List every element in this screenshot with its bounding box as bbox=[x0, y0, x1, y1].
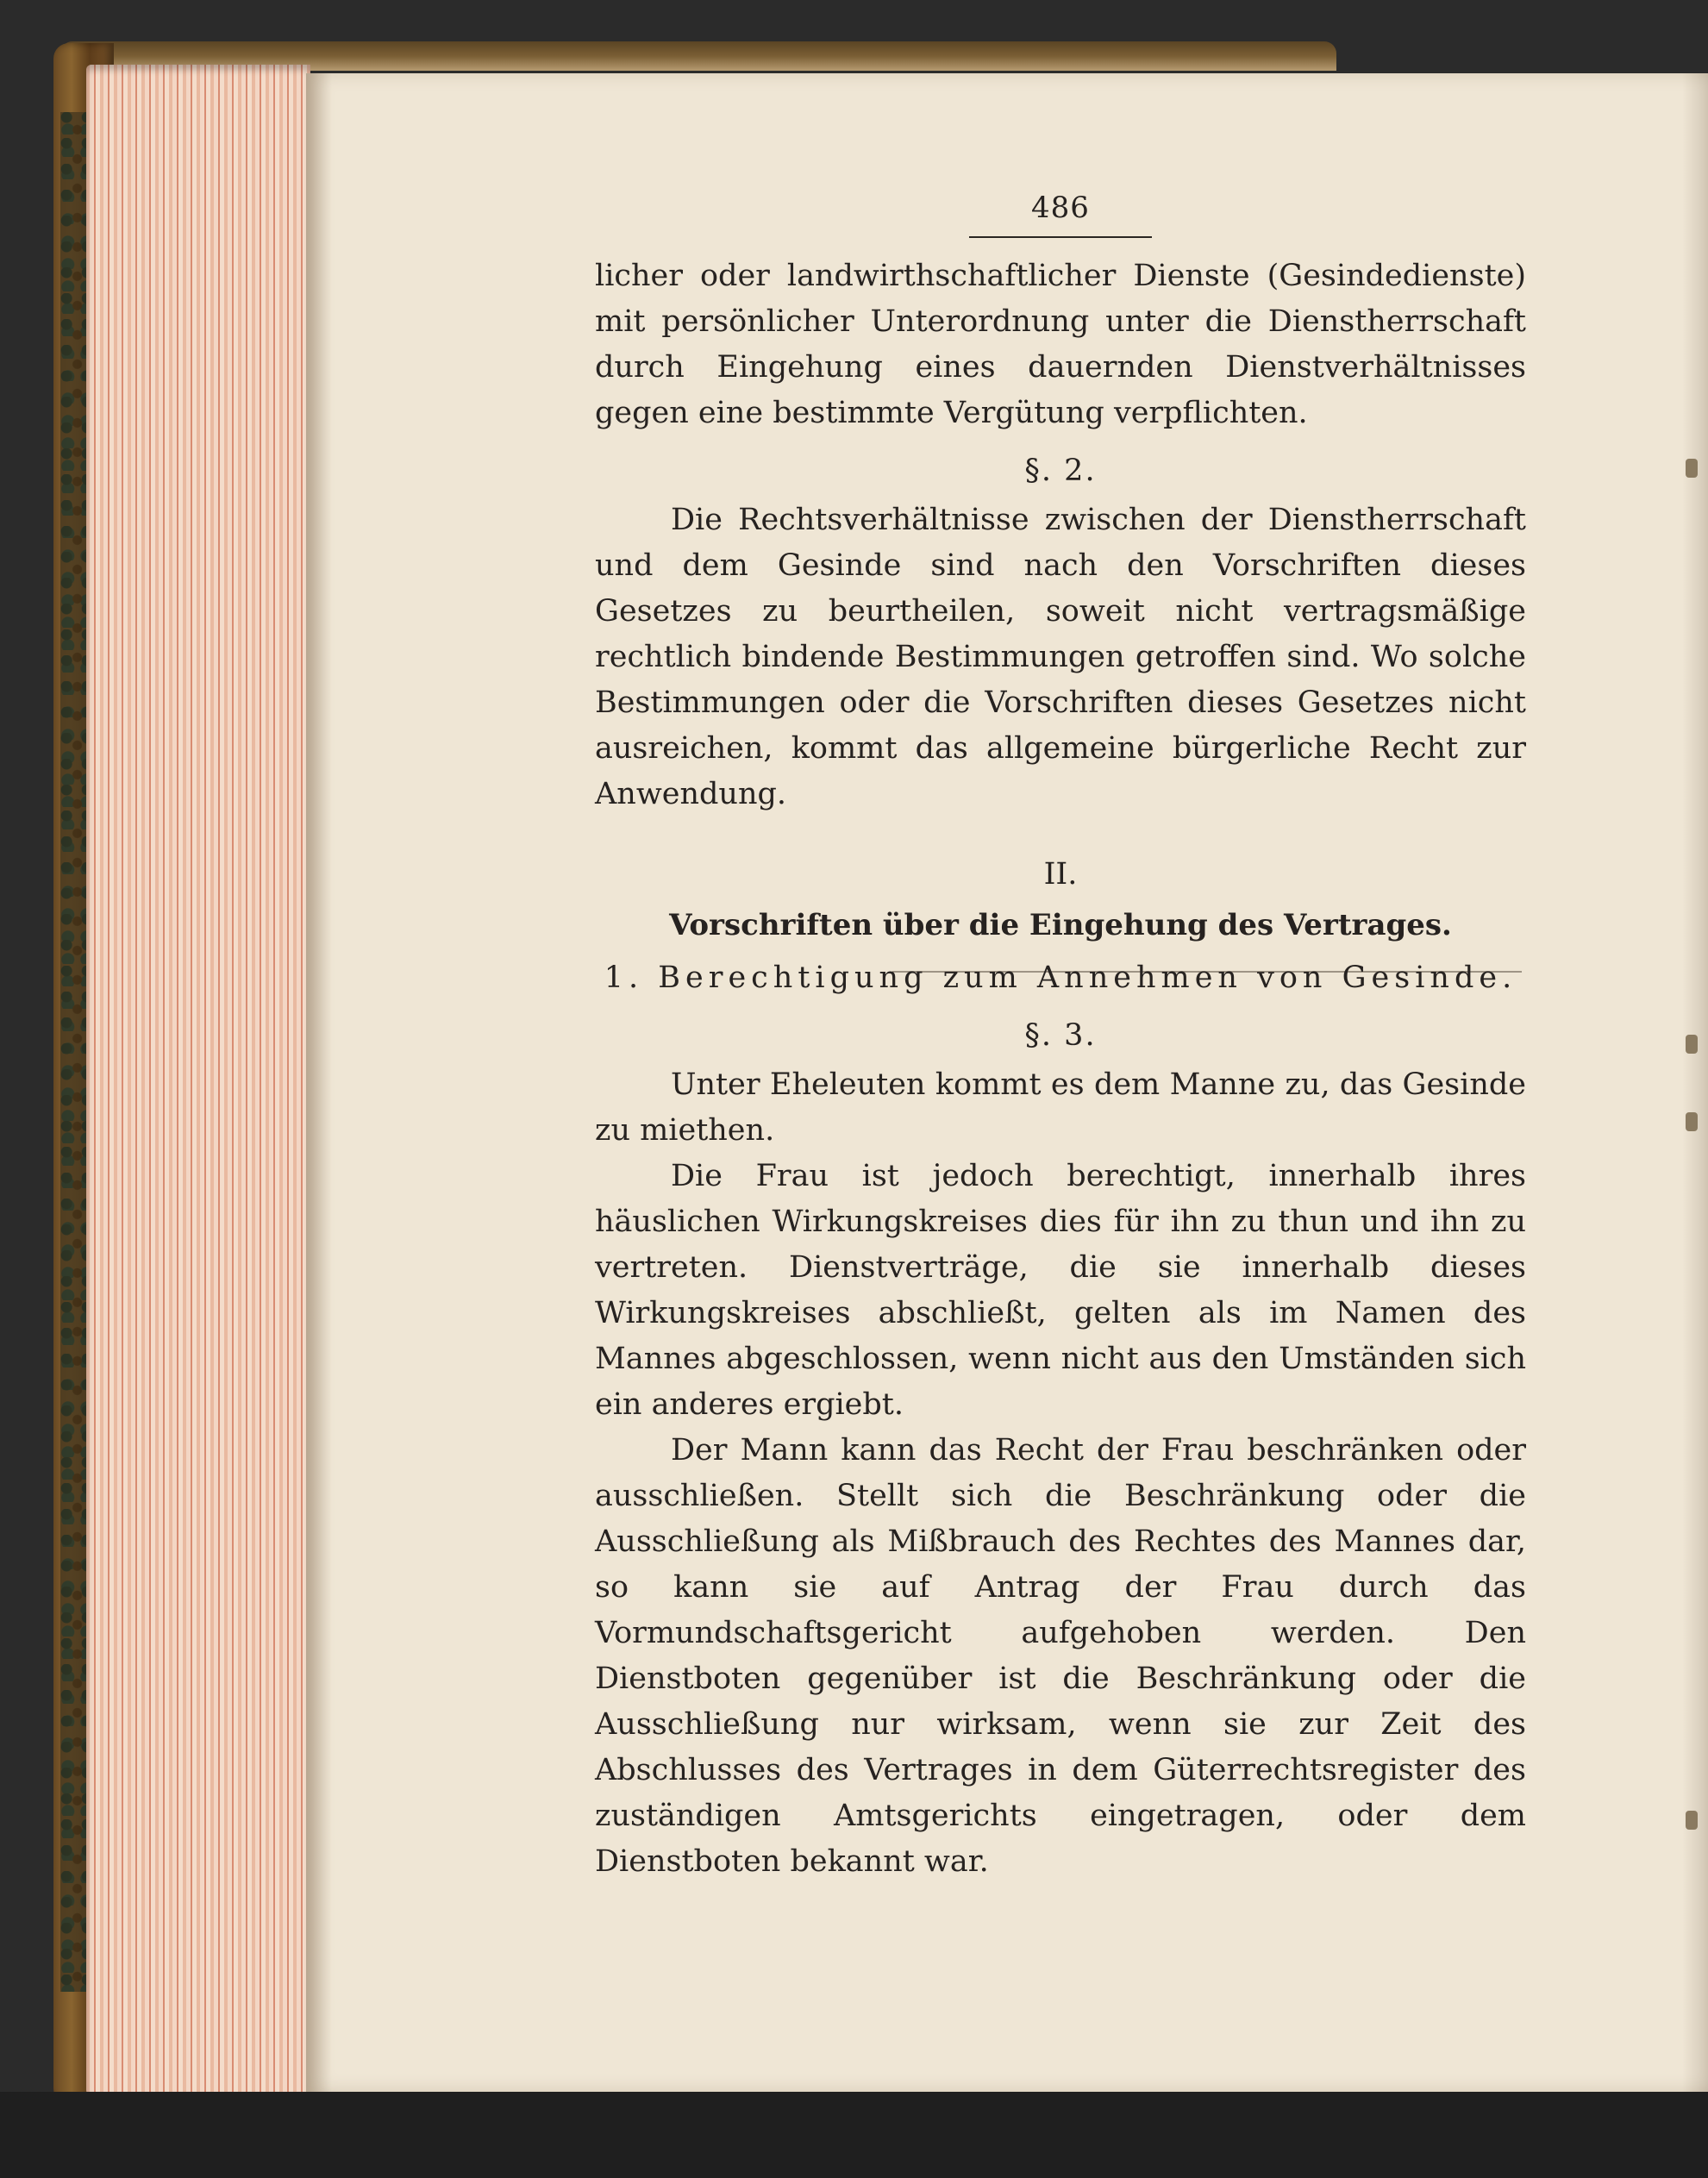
page-number: 486 bbox=[1031, 191, 1090, 225]
paragraph: Die Frau ist jedoch berechtigt, innerhalb ihres häuslichen Wirkungskreises dies für ihn zu thun und ihn zu vertreten. Dienstverträge, die sie innerhalb dieses Wirkungskreises abschließt, gelten als im Namen des Mannes abgeschlossen, wenn nicht aus den Umständen sich ein anderes ergiebt. bbox=[595, 1159, 1526, 1422]
paragraph: Die Rechtsverhältnisse zwischen der Dienstherrschaft und dem Gesinde sind nach den Vorschriften dieses Gesetzes zu beurtheilen, soweit nicht vertragsmäßige rechtlich bindende Bestimmungen getroffen sind. Wo solche Bestimmungen oder die Vorschriften dieses Gesetzes nicht ausreichen, kommt das allgemeine bürgerliche Recht zur Anwendung. bbox=[595, 503, 1526, 811]
page-clip bbox=[1686, 1112, 1698, 1131]
page-clip bbox=[1686, 459, 1698, 478]
page-number-rule bbox=[969, 236, 1152, 238]
page-edges bbox=[86, 65, 310, 2095]
page-right-edge bbox=[1682, 73, 1708, 2092]
page-text bbox=[595, 185, 1526, 1885]
page-clip bbox=[1686, 1035, 1698, 1054]
part-heading: Vorschriften über die Eingehung des Vertrages. bbox=[669, 908, 1452, 942]
part-number: II. bbox=[1043, 857, 1078, 892]
paragraph: Unter Eheleuten kommt es dem Manne zu, das Gesinde zu miethen. bbox=[595, 1067, 1526, 1148]
page-clip bbox=[1686, 1811, 1698, 1830]
subheading: 1. Berechtigung zum Annehmen von Gesinde. bbox=[604, 961, 1517, 995]
background-bottom bbox=[0, 2092, 1708, 2178]
section-label: §. 3. bbox=[1024, 1018, 1097, 1053]
paragraph: licher oder landwirthschaftlicher Dienste (Gesindedienste) mit persönlicher Unterordnung unter die Dienstherrschaft durch Eingehung eines dauernden Dienstverhältnisses gegen eine bestimmte Vergütung verpflichten. bbox=[595, 259, 1526, 430]
paragraph: Der Mann kann das Recht der Frau beschränken oder ausschließen. Stellt sich die Beschränkung oder die Ausschließung als Mißbrauch des Rechtes des Mannes dar, so kann sie auf Antrag der Frau durch das Vormundschaftsgericht aufgehoben werden. Den Dienstboten gegenüber ist die Beschränkung oder die Ausschließung nur wirksam, wenn sie zur Zeit des Abschlusses des Vertrages in dem Güterrechtsregister des zuständigen Amtsgerichts eingetragen, oder dem Dienstboten bekannt war. bbox=[595, 1433, 1526, 1879]
section-label: §. 2. bbox=[1024, 454, 1097, 488]
gutter-shadow bbox=[306, 73, 332, 2092]
